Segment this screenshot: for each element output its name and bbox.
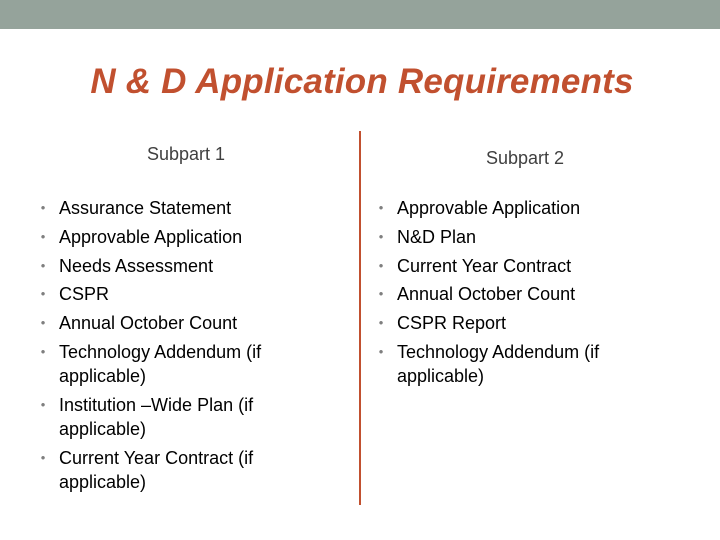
list-item-text: Approvable Application (59, 226, 243, 247)
list-item (370, 225, 670, 249)
list-item-text: Assurance Statement (59, 198, 232, 218)
slide-title: N & D Application Requirements (90, 62, 634, 101)
list-item-text: N&D Plan (397, 226, 477, 247)
list-item-text: Annual October Count (59, 313, 238, 334)
bullet-icon: • (378, 228, 384, 244)
list-item-text: Approvable Application (397, 198, 581, 218)
bullet-icon: • (378, 200, 384, 215)
bullet-icon: • (40, 286, 46, 302)
list-item-text: Annual October Count (397, 284, 576, 305)
list-item (370, 196, 670, 220)
subpart2-heading: Subpart 2 (486, 148, 565, 168)
subpart1-list (32, 196, 332, 498)
list-item (32, 254, 332, 278)
list-item-text: Technology Addendum (if applicable) (397, 341, 600, 386)
list-item (32, 196, 332, 220)
list-item (370, 311, 670, 335)
list-item-text: Technology Addendum (if applicable) (59, 341, 262, 386)
list-item-text: Needs Assessment (59, 255, 214, 276)
bullet-icon: • (40, 449, 46, 465)
bullet-icon: • (40, 343, 46, 359)
list-item (32, 311, 332, 335)
list-item (370, 340, 670, 388)
list-item (32, 282, 332, 306)
bullet-icon: • (378, 343, 384, 359)
bullet-icon: • (378, 315, 384, 331)
list-item-text: CSPR Report (397, 313, 507, 334)
list-item (370, 282, 670, 306)
list-item (32, 393, 332, 441)
list-item-text: Current Year Contract (397, 255, 572, 276)
list-item (32, 446, 332, 494)
bullet-icon: • (40, 315, 46, 331)
list-item-text: Current Year Contract (if applicable) (59, 447, 254, 492)
bullet-icon: • (378, 257, 384, 273)
bullet-icon: • (40, 200, 46, 215)
bullet-icon: • (40, 396, 46, 412)
list-item (370, 254, 670, 278)
subpart2-list (370, 196, 670, 393)
bullet-icon: • (378, 286, 384, 302)
column-divider (359, 131, 361, 505)
bullet-icon: • (40, 257, 46, 273)
subpart1-heading: Subpart 1 (147, 144, 226, 164)
list-item (32, 225, 332, 249)
bullet-icon: • (40, 228, 46, 244)
top-accent-bar (0, 0, 720, 29)
list-item (32, 340, 332, 388)
list-item-text: CSPR (59, 284, 110, 305)
list-item-text: Institution –Wide Plan (if applicable) (59, 394, 254, 439)
